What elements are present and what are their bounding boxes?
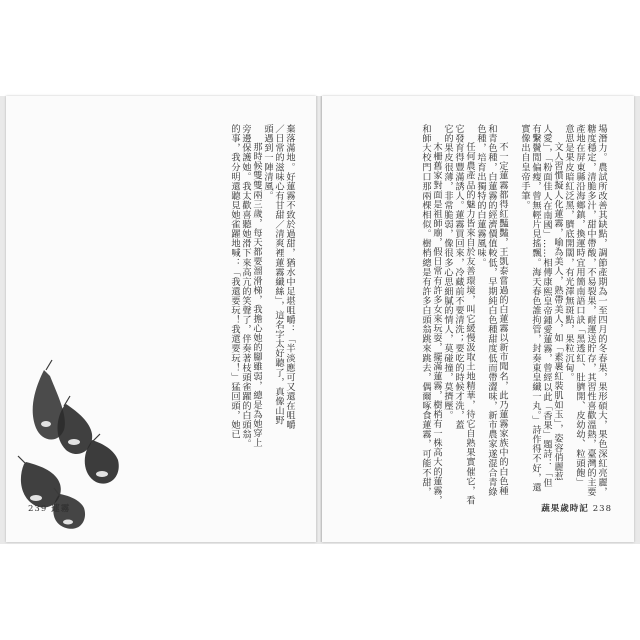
- text-column: 不一定蓮霧都得紅豔豔，王凱泰嘗過的白蓮霧以新市聞名，此乃蓮霧家族中的白色種: [497, 142, 508, 496]
- text-column: 產地在屏東縣沿海鄉鎮，換運時宜用簡南語口訣「黑透紅、肚臍開、皮幼幼、粒頭飽」: [574, 124, 585, 487]
- text-column: 有繫鬢閒偏瘦，曾無輕片見搖飄。海天春色誰拘管，封奏東皇纖一丸。」詩作得不好，還: [530, 124, 541, 492]
- text-column: 的事，我分明還聽見她雀躍地喊：「我還要玩！我還要玩！」猛回頭，她已: [229, 124, 240, 440]
- text-column: 它發育得豐滿誘人。蓮霧買回來，冷藏前不要清洗；要吃的時候才洗，蓋: [453, 124, 464, 430]
- text-column: 和青色種，白蓮霧的經濟價值較低，早期純白色種甜度低而帶澀味，新市農家遂混合青綠: [486, 124, 497, 497]
- text-column: 文人習慣擬人化蓮霧，喻為美人，熟帶美人，如「素裹紅裝肌如玉」，姿容俏麗惹: [552, 142, 563, 482]
- text-column: ／日常的滋味心有甘甜／清爽裡蓮霧纖絲」，這名字太好聽了，真像山野: [273, 124, 284, 425]
- running-title: 蔬果歲時記: [541, 504, 589, 514]
- page-number: 238: [592, 504, 612, 514]
- right-text-columns: [344, 124, 607, 505]
- text-column: 人愛」，「粉面佳人在南國」……相傳康熙皇帝鍾愛蓮霧，曾經以此「香果」題詩：「但: [541, 124, 552, 488]
- text-column: 旁邊保護她。我太歡喜聽她滑下來高亢的笑聲了，伴奏著枝頭雀躍的白頭翁。: [240, 124, 251, 449]
- left-text-columns: [174, 124, 294, 484]
- text-column: 場潛力。農試所改善其缺點，調節產期為一至四月的冬春果，果形碩大，果色深紅亮麗，: [596, 124, 607, 497]
- right-page: [322, 96, 634, 542]
- text-column: 棄落滿地。好蓮霧不致於過甜，猶水中足堪咀嚼：「半淡應可又還在咀嚼: [284, 124, 295, 430]
- text-column: 意思是果皮暗紅泛黑，臍底開闊，有光澤無斑點，果粒沉甸。: [563, 124, 574, 382]
- text-column: 實像出自皇帝手筆。: [519, 124, 530, 210]
- text-column: 和師大校門口那兩棵相似。樹梢總是有許多白頭翁跳來跳去，偶爾啄食蓮霧，可能不甜，: [420, 124, 431, 497]
- text-column: 任何農產品的魅力皆來自於友善環境，叫它緩慢汲取土地精華，待它自熟果實催它，看: [464, 142, 475, 505]
- text-column: 它的果皮很薄，非常脆弱，像很多心思細膩的情人，莫碰撞，莫擠壓。: [442, 124, 453, 421]
- page-number: 239: [28, 504, 48, 514]
- text-column: 糖度穩定，清脆多汁，甜中帶酸，不易裂果，耐運送貯存，其習性喜歡溫熱，臺灣的主要: [585, 124, 596, 497]
- running-title: 蓮霧: [51, 504, 71, 514]
- text-column: 色種，培育出獨特的白蓮霧風味。: [475, 124, 486, 268]
- left-folio: [28, 502, 74, 514]
- text-column: 那時候雙雙兩三歲，每天都要溜滑梯，我擔心她的腳雖弱，總是為她穿上: [251, 142, 262, 448]
- right-folio: [537, 502, 612, 514]
- text-column: 木柵舊家對面是祖師廟，假日常有許多女來玩耍，擺滿蓮霧，樹梢有一株高大的蓮霧，: [431, 142, 442, 505]
- text-column: 頭遇到一陣清風。: [262, 124, 273, 201]
- left-page: [6, 96, 316, 542]
